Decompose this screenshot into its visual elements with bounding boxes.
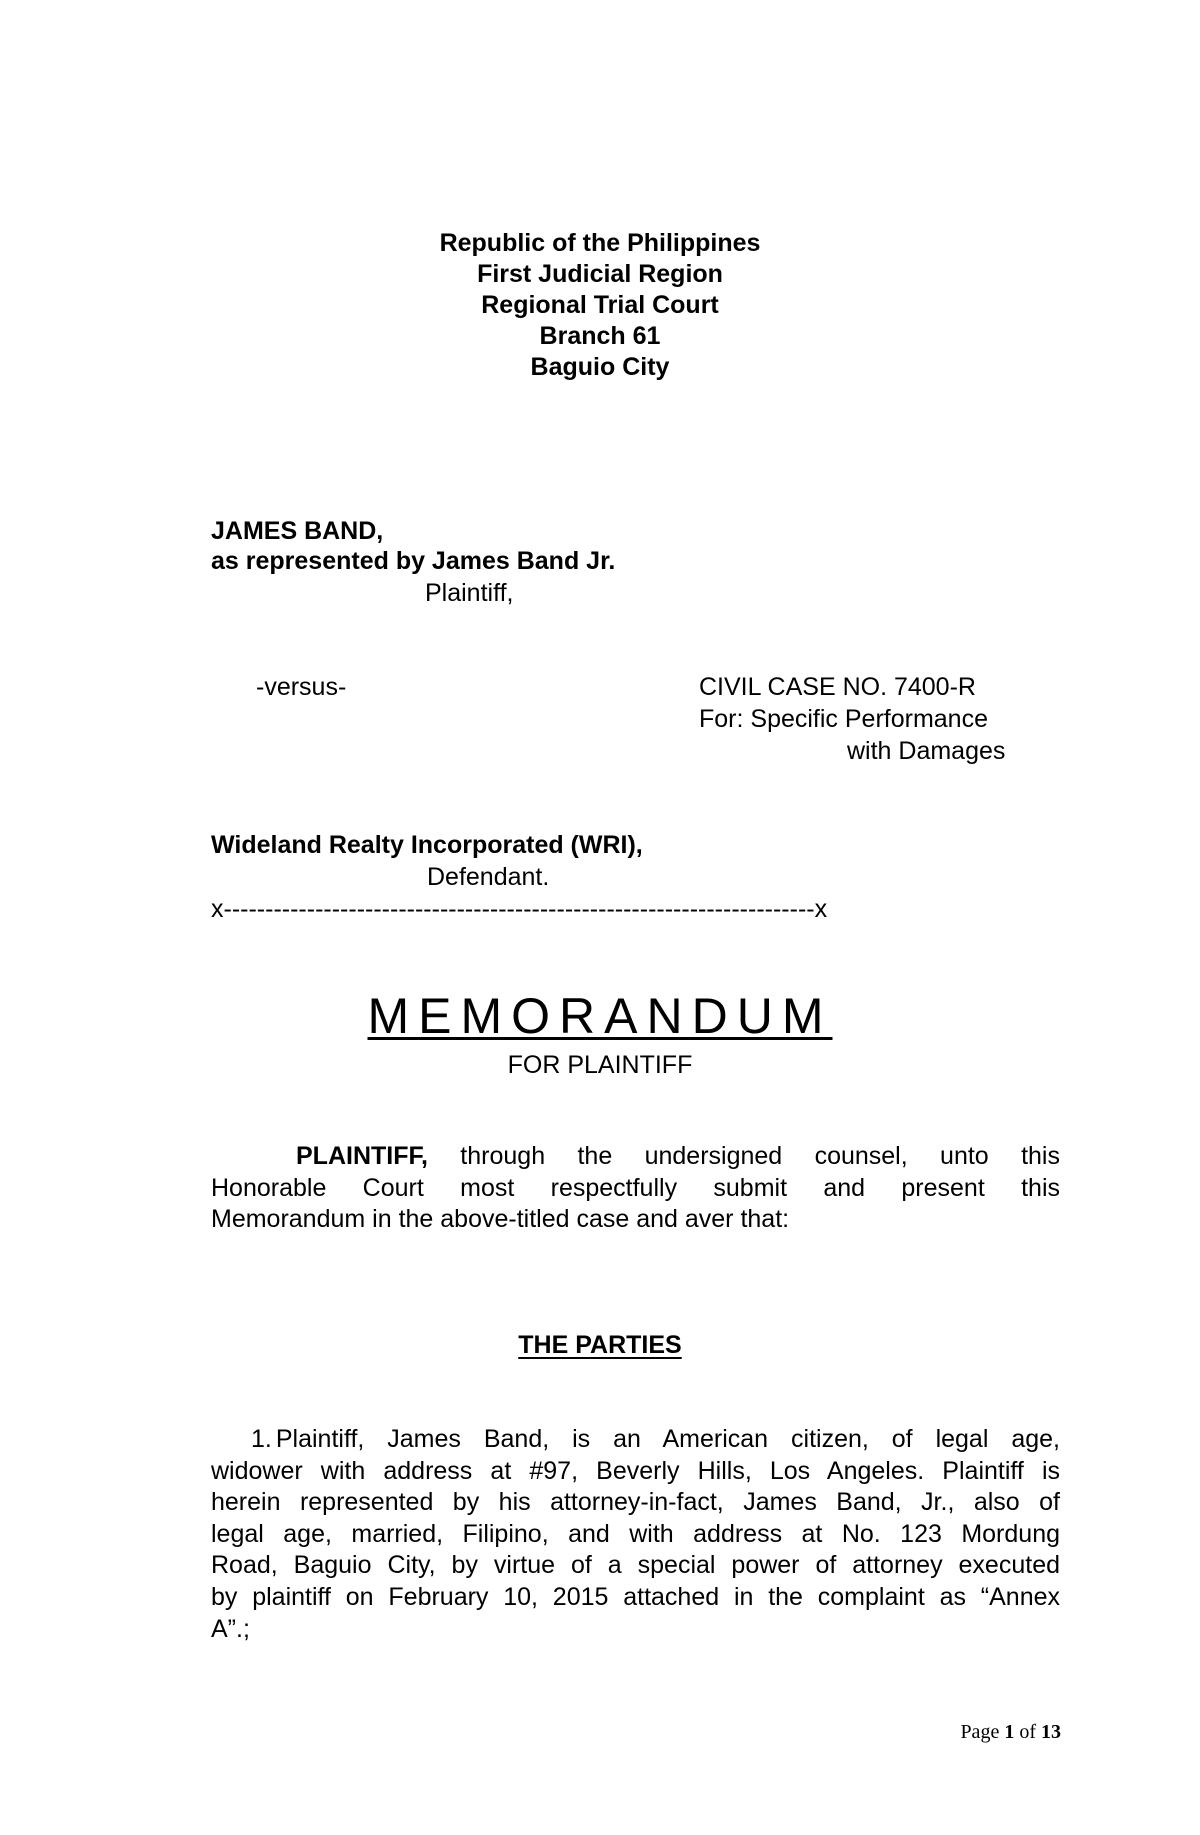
page-total: 13	[1041, 1721, 1061, 1743]
paragraph-1	[211, 1424, 1060, 1645]
section-heading: THE PARTIES	[518, 1331, 682, 1359]
paragraph-1-number: 1.	[251, 1425, 272, 1453]
paragraph-1-line-1	[211, 1424, 1060, 1456]
paragraph-1-line-3: herein represented by his attorney-in-fact, James Band, Jr., also of	[211, 1488, 1060, 1517]
document-subtitle: FOR PLAINTIFF	[507, 1051, 693, 1079]
paragraph-1-line-1-text: Plaintiff, James Band, is an American citizen, of legal age,	[275, 1425, 1060, 1453]
paragraph-1-line-4: legal age, married, Filipino, and with address at No. 123 Mordung	[211, 1519, 1060, 1548]
paragraph-1-line-7: A”.;	[211, 1614, 250, 1643]
intro-line-2: Honorable Court most respectfully submit and present this	[211, 1173, 1060, 1202]
paragraph-1-line-6: by plaintiff on February 10, 2015 attached in the complaint as “Annex	[211, 1582, 1060, 1611]
court-header-country: Republic of the Philippines	[439, 229, 761, 257]
page-number-footer	[960, 1721, 1061, 1744]
defendant-role: Defendant.	[427, 863, 550, 891]
paragraph-1-line-2: widower with address at #97, Beverly Hills, Los Angeles. Plaintiff is	[211, 1456, 1060, 1485]
plaintiff-representative: as represented by James Band Jr.	[211, 547, 616, 575]
caption-separator: x-----------------------------------------------------------------------x	[211, 895, 828, 923]
intro-paragraph	[211, 1141, 1060, 1236]
court-header-branch: Branch 61	[539, 322, 661, 350]
case-number: CIVIL CASE NO. 7400-R	[699, 673, 976, 701]
page-current: 1	[1004, 1721, 1015, 1743]
court-header-court: Regional Trial Court	[481, 291, 719, 319]
case-nature: For: Specific Performance	[699, 705, 988, 733]
intro-line-1-rest: through the undersigned counsel, unto this	[427, 1142, 1060, 1170]
page-word: Page	[960, 1721, 1000, 1743]
court-header-region: First Judicial Region	[477, 260, 723, 288]
versus-label: -versus-	[256, 673, 347, 701]
court-header	[0, 228, 1200, 383]
intro-lead: PLAINTIFF,	[296, 1142, 428, 1170]
page-of-word: of	[1019, 1721, 1036, 1743]
intro-line-3: Memorandum in the above-titled case and aver that:	[211, 1205, 790, 1234]
document-title: MEMORANDUM	[367, 988, 833, 1044]
case-nature-continued: with Damages	[847, 737, 1006, 765]
intro-line-1	[211, 1141, 1060, 1173]
court-header-city: Baguio City	[530, 353, 670, 381]
plaintiff-role: Plaintiff,	[425, 579, 514, 607]
plaintiff-name: JAMES BAND,	[211, 517, 384, 545]
paragraph-1-line-5: Road, Baguio City, by virtue of a special power of attorney executed	[211, 1551, 1060, 1580]
defendant-name: Wideland Realty Incorporated (WRI),	[211, 831, 643, 859]
